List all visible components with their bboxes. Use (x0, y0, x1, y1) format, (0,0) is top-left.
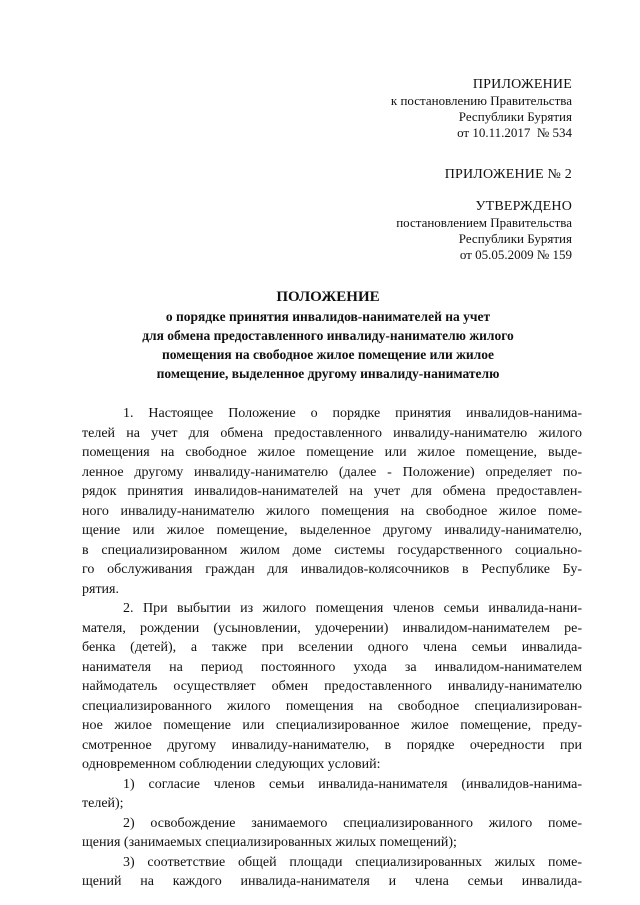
body-line: 2. При выбытии из жилого помещения членов семьи инвалида-нани- (123, 601, 582, 616)
body-line: го обслуживания граждан для инвалидов-колясочников в Республике Бу- (82, 562, 582, 577)
approved-block (396, 198, 572, 263)
approved-line-3: от 05.05.2009 № 159 (459, 247, 572, 262)
approval-line-1: к постановлению Правительства (390, 93, 572, 108)
body-line: мателя, рождении (усыновлении, удочерении) инвалидом-нанимателем ре- (82, 620, 582, 636)
approved-line-2: Республики Бурятия (458, 231, 572, 246)
body-line: 1. Настоящее Положение о порядке принятия инвалидов-нанима- (123, 406, 582, 421)
approved-line-1: постановлением Правительства (396, 215, 572, 230)
body-line: помещения на свободное жилое помещение или жилое помещение, выде- (82, 445, 582, 460)
body-line: наймодатель осуществляет обмен предоставленного инвалиду-нанимателю (82, 679, 582, 694)
body-line: 3) соответствие общей площади специализированных жилых поме- (123, 854, 582, 870)
approval-line-2: Республики Бурятия (458, 109, 572, 124)
body-line: щений на каждого инвалида-нанимателя и члена семьи инвалида- (82, 874, 582, 889)
document-body (82, 404, 582, 892)
body-line: специализированного жилого помещения на свободное специализирован- (82, 698, 582, 714)
body-line: рятия. (82, 581, 119, 597)
body-line: 2) освобождение занимаемого специализированного жилого поме- (123, 815, 582, 831)
body-line: бенка (детей), а также при вселении одного члена семьи инвалида- (82, 640, 582, 655)
approval-line-3: от 10.11.2017 № 534 (457, 125, 572, 140)
body-line: ное жилое помещение или специализированное жилое помещение, преду- (82, 718, 582, 733)
body-line: ного инвалиду-нанимателю жилого помещения на свободное жилое поме- (82, 503, 582, 519)
title-main: ПОЛОЖЕНИЕ (276, 289, 380, 305)
approval-block (391, 76, 572, 141)
body-line: телей на учет для обмена предоставленного инвалиду-нанимателю жилого (82, 425, 582, 441)
body-line: ленное другому инвалиду-нанимателю (далее - Положение) определяет по- (82, 464, 582, 480)
body-line: 1) согласие членов семьи инвалида-нанимателя (инвалидов-нанима- (123, 776, 582, 792)
appendix-two-block (445, 166, 572, 183)
appendix-two-heading: ПРИЛОЖЕНИЕ № 2 (444, 167, 572, 182)
document-title (60, 288, 596, 383)
body-line: смотренное другому инвалиду-нанимателю, в порядке очередности при (82, 737, 582, 753)
title-line: помещения на свободное жилое помещение или жилое (161, 347, 494, 362)
body-line: рядок принятия инвалидов-нанимателей на учет для обмена предоставлен- (82, 484, 582, 499)
approved-heading: УТВЕРЖДЕНО (475, 199, 572, 214)
title-line: помещение, выделенное другому инвалиду-нанимателю (156, 366, 500, 381)
approval-heading: ПРИЛОЖЕНИЕ (472, 77, 572, 92)
body-line: щения (занимаемых специализированных жилых помещений); (82, 835, 457, 850)
body-line: телей); (82, 796, 124, 811)
title-line: для обмена предоставленного инвалиду-нанимателю жилого (142, 328, 514, 343)
body-line: в специализированном жилом доме системы государственного социально- (82, 542, 582, 558)
body-line: одновременном соблюдении следующих условий: (82, 757, 381, 772)
body-line: нанимателя на период постоянного ухода за инвалидом-нанимателем (82, 659, 582, 675)
body-line: щение или жилое помещение, выделенное другому инвалиду-нанимателю, (82, 523, 582, 538)
title-line: о порядке принятия инвалидов-нанимателей на учет (165, 309, 491, 324)
